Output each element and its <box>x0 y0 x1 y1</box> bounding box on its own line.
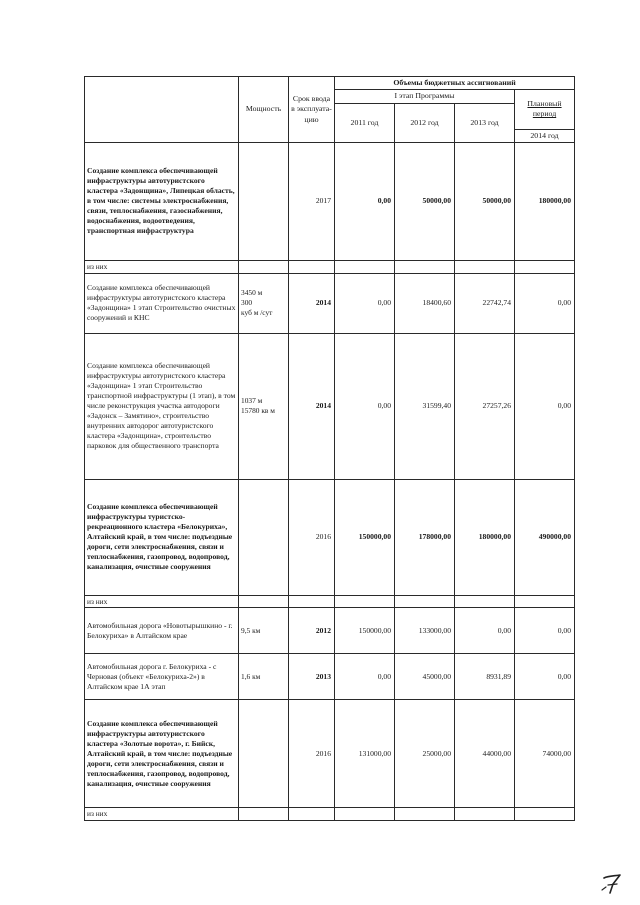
row-2011: 0,00 <box>335 654 395 700</box>
row-capacity: 9,5 км <box>239 608 289 654</box>
row-subheader: из них <box>85 808 239 821</box>
table-row <box>85 608 575 654</box>
row-name: Автомобильная дорога г. Белокуриха - с Черновая (объект «Белокуриха-2») в Алтайском крае 1А этап <box>85 654 239 700</box>
row-name: Создание комплекса обеспечивающей инфраструктуры автотуристского кластера «Задонщина» 1 этап Строительство очистных сооружений и КНС <box>85 273 239 333</box>
row-2011: 150000,00 <box>335 479 395 595</box>
row-2013: 50000,00 <box>455 142 515 260</box>
row-2014: 0,00 <box>515 333 575 479</box>
row-2012: 50000,00 <box>395 142 455 260</box>
row-year: 2017 <box>289 142 335 260</box>
handwritten-page-number <box>600 872 624 896</box>
row-name: Создание комплекса обеспечивающей инфраструктуры автотуристского кластера «Задонщина» 1 этап Строительство транспортной инфраструктуры (1 этап), в том числе реконструкция участка автодороги «Задонск – Замятино», строительство внутренних автодорог автотуристского кластера «Задонщина», строительство парковок для общественного транспорта <box>85 333 239 479</box>
row-2013: 44000,00 <box>455 700 515 808</box>
header-2013: 2013 год <box>455 103 515 142</box>
row-2014: 0,00 <box>515 654 575 700</box>
row-subheader: из них <box>85 260 239 273</box>
row-capacity: 1037 м 15780 кв м <box>239 333 289 479</box>
header-2012: 2012 год <box>395 103 455 142</box>
header-capacity: Мощность <box>239 77 289 143</box>
row-2011: 0,00 <box>335 142 395 260</box>
row-2012: 31599,40 <box>395 333 455 479</box>
budget-table <box>84 76 575 821</box>
row-2012: 25000,00 <box>395 700 455 808</box>
row-name: Создание комплекса обеспечивающей инфраструктуры туристско-рекреационного кластера «Белокуриха», Алтайский край, в том числе: подъездные дороги, сети электроснабжения, связи и теплоснабжения, газопровод, водопровод, канализация, очистные сооружения <box>85 479 239 595</box>
row-name: Создание комплекса обеспечивающей инфраструктуры автотуристского кластера «Задонщина», Липецкая область, в том числе: системы электроснабжения, связи, теплоснабжения, газоснабжения, водоснабжения, водоотведения, транспортная инфраструктура <box>85 142 239 260</box>
row-2014: 74000,00 <box>515 700 575 808</box>
row-2012: 18400,60 <box>395 273 455 333</box>
row-capacity: 1,6 км <box>239 654 289 700</box>
row-2013: 22742,74 <box>455 273 515 333</box>
row-capacity: 3450 м 300 куб м /сут <box>239 273 289 333</box>
table-row <box>85 273 575 333</box>
header-name-blank <box>85 77 239 143</box>
header-budget-volumes: Объемы бюджетных ассигнований <box>335 77 575 90</box>
row-capacity <box>239 142 289 260</box>
row-2013: 27257,26 <box>455 333 515 479</box>
row-2013: 0,00 <box>455 608 515 654</box>
table-row <box>85 595 575 608</box>
table-row <box>85 142 575 260</box>
row-year: 2012 <box>289 608 335 654</box>
row-2012: 178000,00 <box>395 479 455 595</box>
table-row <box>85 808 575 821</box>
table-row <box>85 479 575 595</box>
row-2011: 131000,00 <box>335 700 395 808</box>
row-2011: 0,00 <box>335 333 395 479</box>
row-year: 2014 <box>289 333 335 479</box>
row-year: 2016 <box>289 479 335 595</box>
table-row <box>85 700 575 808</box>
row-capacity <box>239 700 289 808</box>
row-2014: 490000,00 <box>515 479 575 595</box>
row-2013: 180000,00 <box>455 479 515 595</box>
table-row <box>85 333 575 479</box>
row-year: 2014 <box>289 273 335 333</box>
row-subheader: из них <box>85 595 239 608</box>
row-name: Создание комплекса обеспечивающей инфраструктуры автотуристского кластера «Золотые ворота», г. Бийск, Алтайский край, в том числе: подъездные дороги, сети электроснабжения, связи и теплоснабжения, газопровод, водопровод, канализация, очистные сооружения <box>85 700 239 808</box>
row-2012: 45000,00 <box>395 654 455 700</box>
row-2011: 150000,00 <box>335 608 395 654</box>
table-row <box>85 260 575 273</box>
table-row <box>85 654 575 700</box>
header-2011: 2011 год <box>335 103 395 142</box>
row-2014: 0,00 <box>515 273 575 333</box>
row-2013: 8931,89 <box>455 654 515 700</box>
header-planned-period: Плановый период <box>515 90 575 129</box>
row-year: 2016 <box>289 700 335 808</box>
row-2014: 0,00 <box>515 608 575 654</box>
row-capacity <box>239 479 289 595</box>
header-2014: 2014 год <box>515 129 575 142</box>
row-2011: 0,00 <box>335 273 395 333</box>
row-year: 2013 <box>289 654 335 700</box>
header-stage1: I этап Программы <box>335 90 515 103</box>
row-2014: 180000,00 <box>515 142 575 260</box>
row-name: Автомобильная дорога «Новотырышкино - г. Белокуриха» в Алтайском крае <box>85 608 239 654</box>
row-2012: 133000,00 <box>395 608 455 654</box>
header-commissioning: Срок ввода в эксплуата-цию <box>289 77 335 143</box>
